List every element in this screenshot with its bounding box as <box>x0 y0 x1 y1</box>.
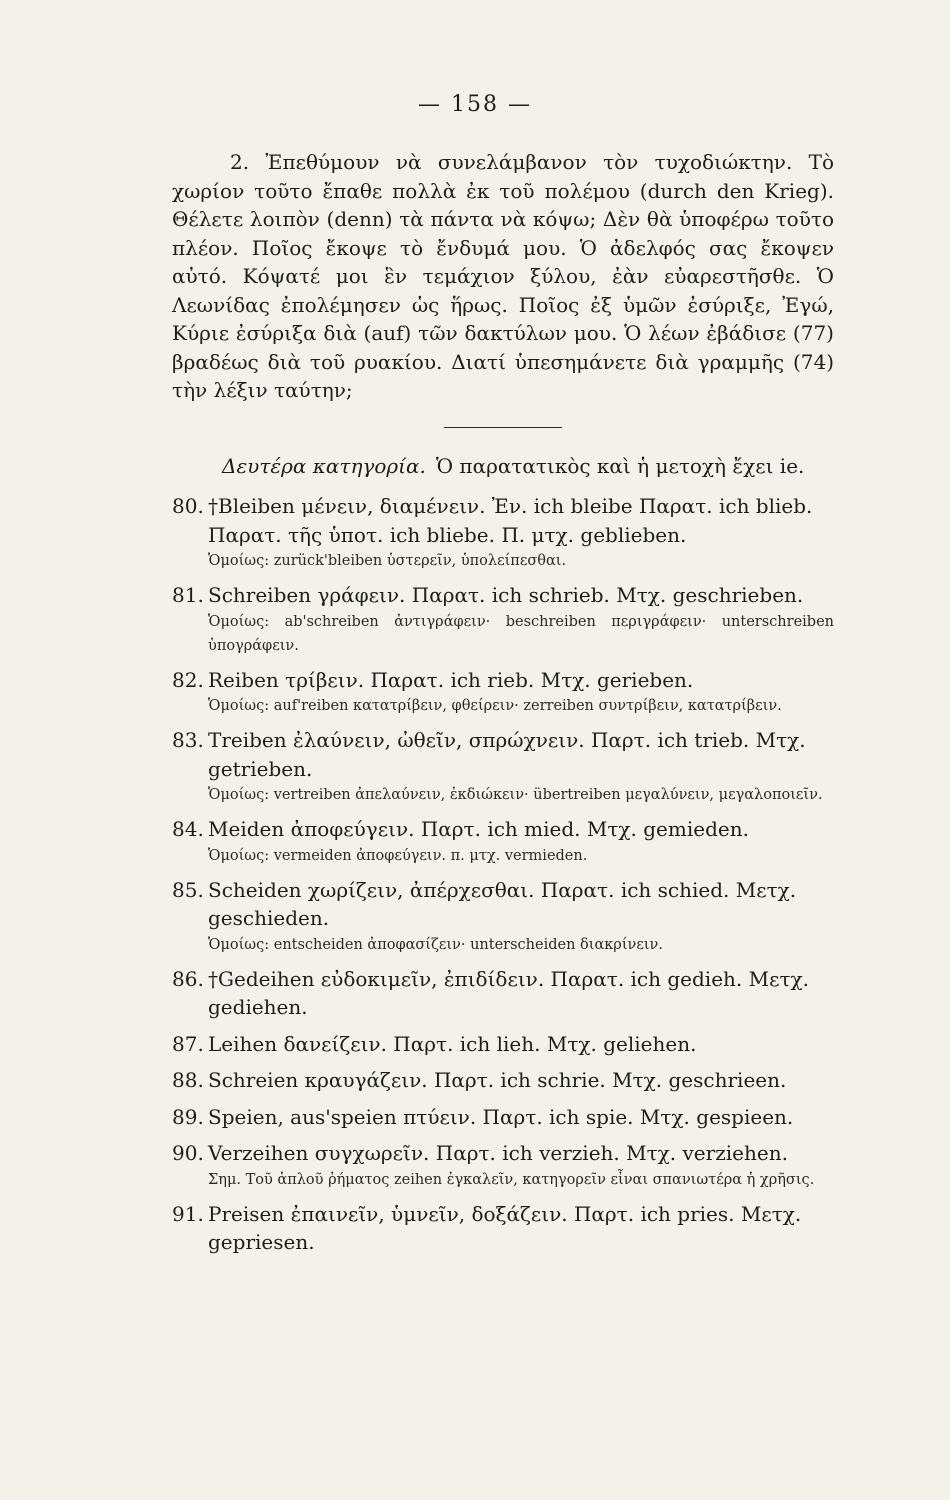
entry-text: Reiben τρίβειν. Παρατ. ich rieb. Μτχ. gerieben. <box>208 667 694 692</box>
verb-entry <box>172 1103 834 1132</box>
verb-entry <box>172 581 834 658</box>
entry-text: Leihen δανείζειν. Παρτ. ich lieh. Μτχ. geliehen. <box>208 1031 697 1056</box>
entry-text: Preisen ἐπαινεῖν, ὑμνεῖν, δοξάζειν. Παρτ. ich pries. Μετχ. <box>208 1201 802 1226</box>
entry-number: 88. <box>172 1068 204 1092</box>
exercise-paragraph: 2. Ἐπεθύμουν νὰ συνελάμβανον τὸν τυχοδιώκτην. Τὸ χωρίον τοῦτο ἔπαθε πολλὰ ἐκ τοῦ πολέμου (durch den Krieg). Θέλετε λοιπὸν (denn) τὰ πάντα νὰ κόψω; Δὲν θὰ ὑποφέρω τοῦτο πλέον. Ποῖος ἔκοψε τὸ ἔνδυμά μου. Ὁ ἀδελφός σας ἔκοψεν αὐτό. Κόψατέ μοι ἓν τεμάχιον ξύλου, ἐὰν εὐαρεστῆσθε. Ὁ Λεωνίδας ἐπολέμησεν ὡς ἥρως. Ποῖος ἐξ ὑμῶν ἐσύριξε, Ἐγώ, Κύριε ἐσύριξα διὰ (auf) τῶν δακτύλων μου. Ὁ λέων ἐβάδισε (77) βραδέως διὰ τοῦ ρυακίου. Διατί ὑπεσημάνετε διὰ γραμμῆς (74) τὴν λέξιν ταύτην; <box>172 150 834 402</box>
verb-entry-list <box>172 492 834 1257</box>
entry-continuation: getrieben. <box>208 756 313 781</box>
entry-number: 83. <box>172 728 204 752</box>
verb-entry <box>172 876 834 957</box>
section-label: Δευτέρα κατηγορία. <box>222 453 426 478</box>
verb-entry <box>172 492 834 573</box>
entry-main-line <box>172 815 834 844</box>
entry-continuation: Παρατ. τῆς ὑποτ. ich bliebe. Π. μτχ. geblieben. <box>208 522 687 547</box>
entry-main-line <box>172 581 834 610</box>
entry-number: 90. <box>172 1141 204 1165</box>
entry-number: 84. <box>172 817 204 841</box>
entry-main-line <box>172 666 834 695</box>
verb-entry <box>172 815 834 868</box>
entry-main-line <box>172 1103 834 1132</box>
entry-number: 89. <box>172 1104 204 1129</box>
entry-continuation: geschieden. <box>208 906 330 930</box>
entry-text: Scheiden χωρίζειν, ἀπέρχεσθαι. Παρατ. ich schied. Μετχ. <box>208 877 797 902</box>
entry-main-line <box>172 1200 834 1229</box>
entry-note: Σημ. Τοῦ ἁπλοῦ ῥήματος zeihen ἐγκαλεῖν, κατηγορεῖν εἶναι σπανιωτέρα ἡ χρῆσις. <box>208 1171 815 1188</box>
entry-text: †Gedeihen εὐδοκιμεῖν, ἐπιδίδειν. Παρατ. ich gedieh. Μετχ. <box>208 966 810 991</box>
entry-text: Meiden ἀποφεύγειν. Παρτ. ich mied. Μτχ. gemieden. <box>208 817 749 841</box>
entry-main-line <box>172 965 834 994</box>
entry-text: Verzeihen συγχωρεῖν. Παρτ. ich verzieh. Μτχ. verziehen. <box>208 1141 788 1165</box>
entry-number: 85. <box>172 877 204 902</box>
entry-number: 91. <box>172 1201 204 1226</box>
entry-note: Ὁμοίως: vertreiben ἀπελαύνειν, ἐκδιώκειν· übertreiben μεγαλύνειν, μεγαλοποιεῖν. <box>208 787 823 803</box>
entry-text: Schreiben γράφειν. Παρατ. ich schrieb. Μτχ. geschrieben. <box>208 583 804 607</box>
entry-main-line <box>172 1066 834 1095</box>
entry-number: 81. <box>172 583 204 607</box>
entry-number: 82. <box>172 667 204 692</box>
entry-number: 87. <box>172 1031 204 1056</box>
section-heading <box>172 452 834 481</box>
entry-continuation: gediehen. <box>208 995 308 1019</box>
entry-note: Ὁμοίως: ab'schreiben ἀντιγράφειν· beschreiben περιγράφειν· unterschreiben ὑπογράφειν. <box>208 613 834 654</box>
entry-main-line <box>172 876 834 905</box>
entry-main-line <box>172 492 834 521</box>
entry-text: Speien, aus'speien πτύειν. Παρτ. ich spie. Μτχ. gespieen. <box>208 1104 794 1129</box>
entry-number: 86. <box>172 966 204 991</box>
entry-text: Treiben ἐλαύνειν, ὠθεῖν, σπρώχνειν. Παρτ. ich trieb. Μτχ. <box>208 728 806 752</box>
text-block <box>172 148 834 1265</box>
entry-main-line <box>172 1139 834 1168</box>
entry-main-line <box>172 726 834 755</box>
entry-number: 80. <box>172 494 204 518</box>
verb-entry <box>172 1066 834 1095</box>
entry-text: †Bleiben μένειν, διαμένειν. Ἐν. ich bleibe Παρατ. ich blieb. <box>208 494 813 518</box>
verb-entry <box>172 1139 834 1192</box>
entry-note: Ὁμοίως: zurück'bleiben ὑστερεῖν, ὑπολείπεσθαι. <box>208 553 567 569</box>
verb-entry <box>172 965 834 1022</box>
entry-note: Ὁμοίως: vermeiden ἀποφεύγειν. π. μτχ. vermieden. <box>208 847 588 864</box>
entry-main-line <box>172 1030 834 1059</box>
section-divider <box>444 427 562 428</box>
entry-text: Schreien κραυγάζειν. Παρτ. ich schrie. Μτχ. geschrieen. <box>208 1068 787 1092</box>
verb-entry <box>172 1200 834 1257</box>
section-text: Ὁ παρατατικὸς καὶ ἡ μετοχὴ ἔχει ie. <box>435 453 805 478</box>
verb-entry <box>172 726 834 807</box>
entry-continuation: gepriesen. <box>208 1230 315 1254</box>
page-number: — 158 — <box>418 92 532 117</box>
verb-entry <box>172 1030 834 1059</box>
verb-entry <box>172 666 834 719</box>
entry-note: Ὁμοίως: auf'reiben κατατρίβειν, φθείρειν· zerreiben συντρίβειν, κατατρίβειν. <box>208 698 782 714</box>
entry-note: Ὁμοίως: entscheiden ἀποφασίζειν· unterscheiden διακρίνειν. <box>208 936 663 953</box>
